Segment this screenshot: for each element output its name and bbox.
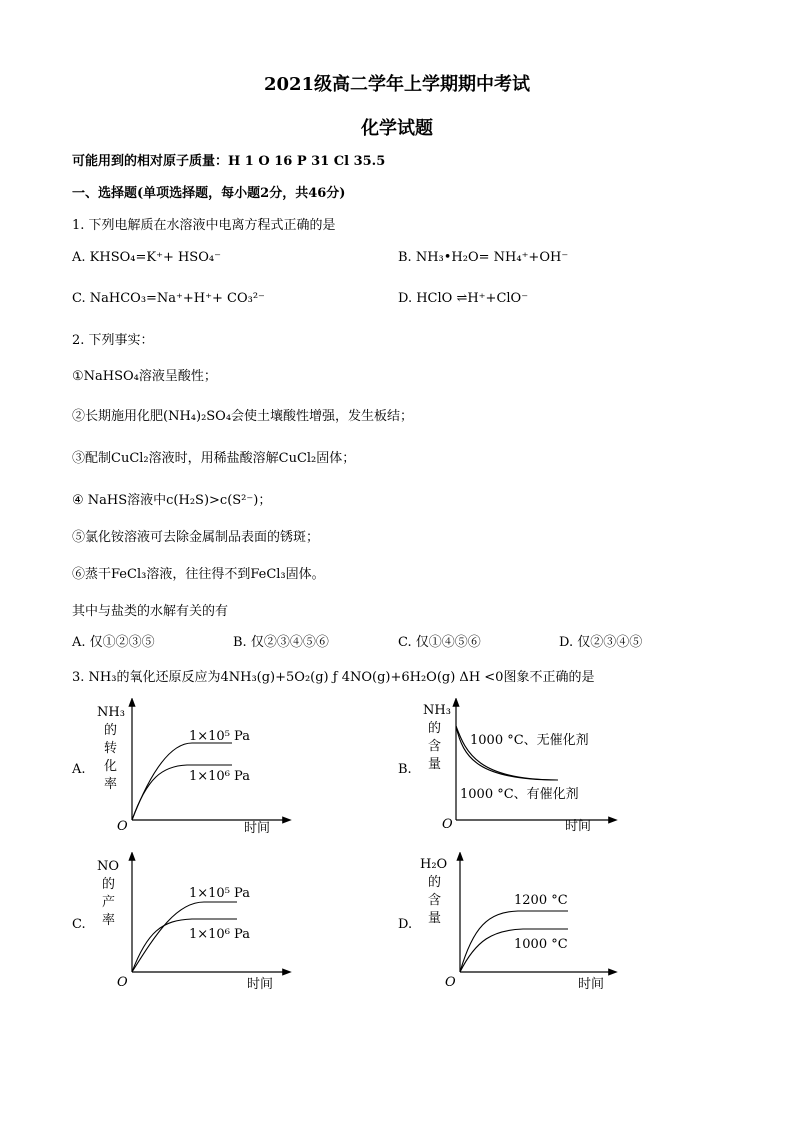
graph-d-ylabel-0: H₂O <box>420 857 448 872</box>
q1-option-c: C. NaHCO₃=Na⁺+H⁺+ CO₃²⁻ <box>72 291 265 306</box>
graph-d-ylabel-3: 量 <box>428 911 442 926</box>
graph-b-label-no-catalyst: 1000 °C、无催化剂 <box>470 733 589 748</box>
q2-fact-2: ②长期施用化肥(NH₄)₂SO₄会使土壤酸性增强，发生板结； <box>72 409 414 424</box>
graph-b-origin: O <box>442 817 453 832</box>
graph-b-ylabel-1: 的 <box>428 721 442 736</box>
exam-title: 2021级高二学年上学期期中考试 <box>263 74 531 95</box>
graph-d-ylabel-2: 含 <box>428 893 442 908</box>
graph-a-ylabel-1: 的 <box>104 723 118 738</box>
graph-a-label-1e6: 1×10⁶ Pa <box>189 769 250 784</box>
graph-c-origin: O <box>117 975 128 990</box>
graph-d <box>418 852 618 997</box>
q2-fact-1: ①NaHSO₄溶液呈酸性； <box>72 369 217 384</box>
q2-option-c: C. 仅①④⑤⑥ <box>398 635 481 650</box>
graph-a-label-1e5: 1×10⁵ Pa <box>189 729 250 744</box>
graph-b-option-label: B. <box>398 762 412 777</box>
graph-d-xlabel: 时间 <box>578 977 605 992</box>
graph-c-label-1e6: 1×10⁶ Pa <box>189 927 250 942</box>
graph-a <box>92 698 292 840</box>
atomic-mass-line: 可能用到的相对原子质量：H 1 O 16 P 31 Cl 35.5 <box>72 154 386 169</box>
graph-c-label-1e5: 1×10⁵ Pa <box>189 886 250 901</box>
q2-ask: 其中与盐类的水解有关的有 <box>72 604 229 619</box>
graph-b <box>418 698 618 840</box>
graph-a-ylabel-3: 化 <box>104 759 118 774</box>
graph-b-label-catalyst: 1000 °C、有催化剂 <box>460 787 579 802</box>
section-heading: 一、选择题(单项选择题，每小题2分，共46分) <box>72 186 346 201</box>
q2-fact-3: ③配制CuCl₂溶液时，用稀盐酸溶解CuCl₂固体； <box>72 451 356 466</box>
graph-a-ylabel-4: 率 <box>104 777 118 792</box>
graph-b-ylabel-0: NH₃ <box>423 703 451 718</box>
graph-c-option-label: C. <box>72 917 86 932</box>
q1-option-a: A. KHSO₄=K⁺+ HSO₄⁻ <box>72 250 221 265</box>
graph-a-option-label: A. <box>72 762 86 777</box>
graph-c-xlabel: 时间 <box>247 977 274 992</box>
q2-fact-5: ⑤氯化铵溶液可去除金属制品表面的锈斑； <box>72 530 320 545</box>
graph-c-ylabel-0: NO <box>97 859 120 874</box>
graph-b-ylabel-2: 含 <box>428 739 442 754</box>
q1-option-d: D. HClO ⇌H⁺+ClO⁻ <box>398 291 529 306</box>
graph-d-option-label: D. <box>398 917 413 932</box>
graph-a-xlabel: 时间 <box>244 821 271 836</box>
graph-b-xlabel: 时间 <box>565 819 592 834</box>
q3-stem: 3. NH₃的氧化还原反应为4NH₃(g)+5O₂(g) ƒ 4NO(g)+6H₂O(g) ΔH <0图象不正确的是 <box>72 670 595 685</box>
graph-d-origin: O <box>445 975 456 990</box>
graph-d-label-1200: 1200 °C <box>514 893 568 908</box>
graph-c-ylabel-3: 率 <box>102 913 116 928</box>
graph-c-ylabel-1: 的 <box>102 877 116 892</box>
graph-d-label-1000: 1000 °C <box>514 937 568 952</box>
q2-option-a: A. 仅①②③⑤ <box>72 635 155 650</box>
q2-fact-4: ④ NaHS溶液中c(H₂S)>c(S²⁻)； <box>72 493 272 508</box>
q2-stem: 2. 下列事实： <box>72 333 154 348</box>
graph-b-ylabel-3: 量 <box>428 757 442 772</box>
graph-a-ylabel-2: 转 <box>104 741 118 756</box>
q2-fact-6: ⑥蒸干FeCl₃溶液，往往得不到FeCl₃固体。 <box>72 567 325 582</box>
q1-stem: 1. 下列电解质在水溶液中电离方程式正确的是 <box>72 218 336 233</box>
q2-option-d: D. 仅②③④⑤ <box>559 635 643 650</box>
graph-a-origin: O <box>117 819 128 834</box>
graph-a-ylabel-0: NH₃ <box>97 705 125 720</box>
exam-subtitle: 化学试题 <box>361 118 433 139</box>
graph-d-ylabel-1: 的 <box>428 875 442 890</box>
graph-c <box>92 852 292 997</box>
q2-option-b: B. 仅②③④⑤⑥ <box>233 635 329 650</box>
graph-c-ylabel-2: 产 <box>102 895 116 910</box>
q1-option-b: B. NH₃•H₂O= NH₄⁺+OH⁻ <box>398 250 569 265</box>
